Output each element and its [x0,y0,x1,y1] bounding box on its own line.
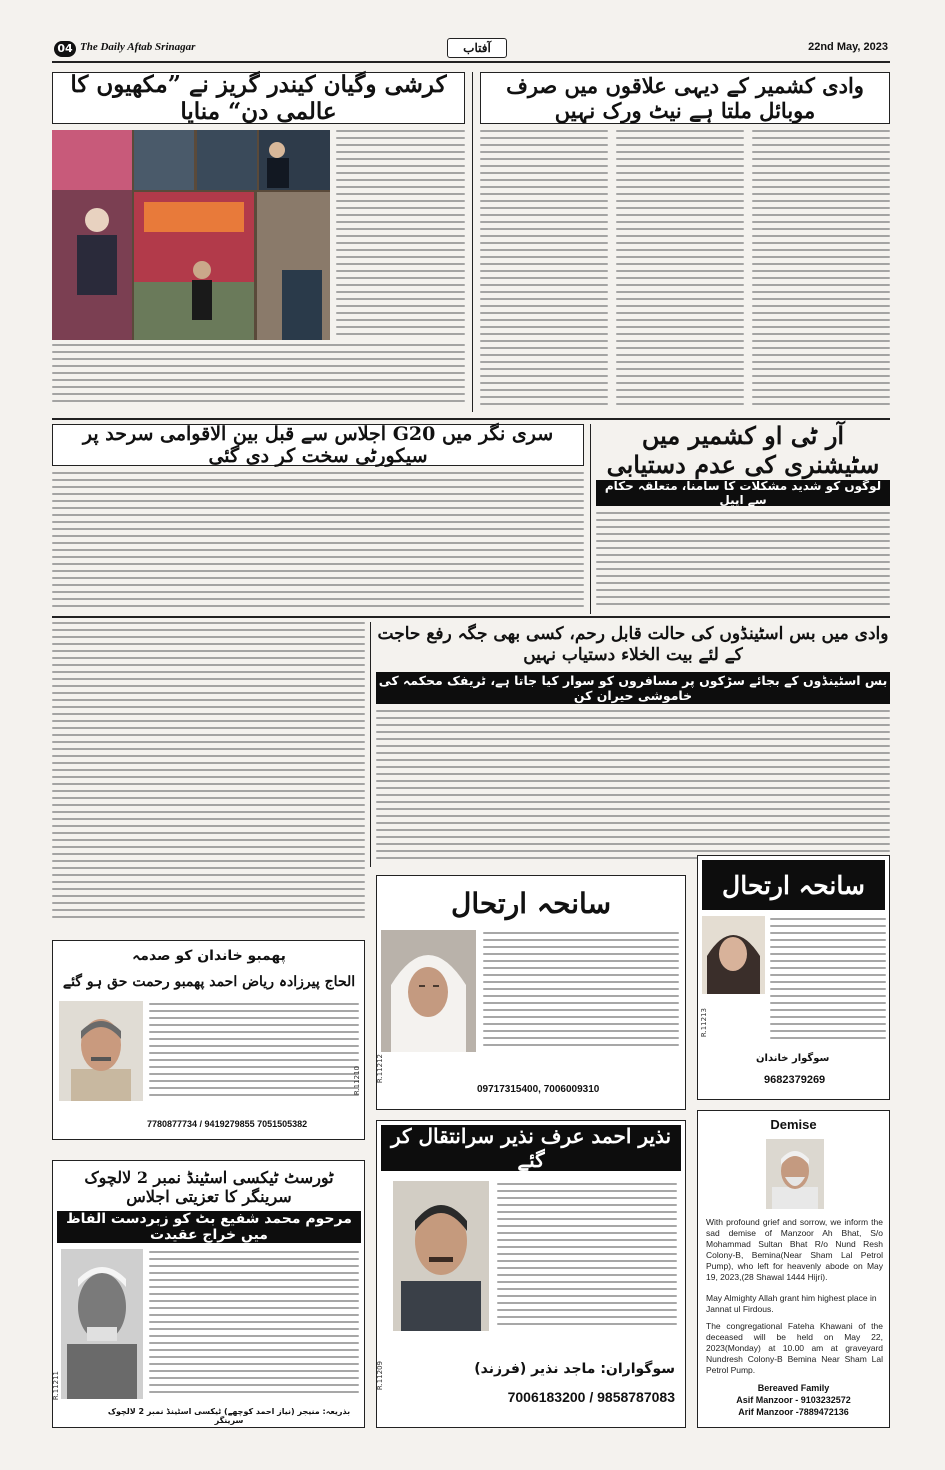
obituary-text [483,932,679,1052]
stationery-subhead: لوگوں کو شدید مشکلات کا سامنا، متعلقہ حکام سے اپیل [596,480,890,506]
obituary-text [770,918,886,1048]
column-divider [590,424,591,614]
obituary-sanha-1 [376,875,686,1110]
krishi-body-text-2 [52,344,465,408]
column-divider [472,72,473,412]
bus-stands-body-text [376,710,890,866]
deceased-photo [393,1181,489,1331]
registration-tag: R.11212 [376,1054,384,1084]
obituary-mourners: سوگواران: ماجد نذیر (فرزند) [474,1361,675,1377]
paper-name: The Daily Aftab Srinagar [80,41,196,53]
demise-notice [697,1110,890,1428]
registration-tag: R.11211 [52,1371,60,1401]
demise-body: With profound grief and sorrow, we inform the sad demise of Manzoor Ah Bhat, S/o Mohammad Sultan Bhat R/o Nund Resh Colony-B, Bemina(Near Sham Lal Petrol Pump), who left for heavenly abode on May 19, 2023,(28 Shawal 1444 Hijri). [706,1217,883,1282]
wadi-net-col-2 [616,130,744,412]
masthead [52,38,890,62]
deceased-photo [59,1001,143,1101]
deceased-photo [702,916,765,994]
demise-fateha: The congregational Fateha Khawani of the deceased will be held on May 22, 2023(Monday) at 10.00 am at graveyard Nundresh Colony-B Bemina Near Sham Lal Petrol Pump. [706,1321,883,1375]
obituary-heading: ٹورسٹ ٹیکسی اسٹینڈ نمبر 2 لالچوک سرینگر کا تعزیتی اجلاس [84,1168,334,1206]
demise-bereaved-label: Bereaved Family [757,1383,830,1393]
obituary-heading: پھمبو خاندان کو صدمہ [132,948,286,964]
obituary-sanha-2 [697,855,890,1100]
obituary-phones: 7006183200 / 9858787083 [507,1389,675,1405]
registration-tag: R.11213 [700,1008,708,1038]
demise-contact-2: Arif Manzoor -7889472136 [738,1407,849,1417]
obituary-heading: سانحہ ارتحال [702,860,885,910]
g20-headline: سری نگر میں G20 اجلاس سے قبل بین الاقوامی سرحد پر سیکورٹی سخت کر دی گئی [52,424,584,466]
obituary-mourners: سوگوار خاندان [756,1053,830,1064]
obituary-text [497,1183,677,1333]
obituary-pamposh [52,940,365,1140]
masthead-logo: آفتاب [447,38,507,58]
obituary-nazir [376,1120,686,1428]
demise-contact-1: Asif Manzoor - 9103232572 [736,1395,851,1405]
obituary-heading: نذیر احمد عرف نذیر سرانتقال کر گئے [381,1125,681,1171]
obituary-heading: سانحہ ارتحال [450,886,612,920]
obituary-text [149,1251,359,1401]
column-divider [370,622,371,867]
obituary-phones: 09717315400, 7006009310 [477,1084,600,1095]
krishi-headline: کرشی وگیان کیندر گریز نے ”مکھیوں کا عالمی دن“ منایا [52,72,465,124]
obituary-text [149,1003,359,1099]
registration-tag: R.11209 [376,1361,384,1391]
krishi-photo-collage [52,130,330,340]
wadi-net-col-3 [752,130,890,412]
wadi-net-headline: وادی کشمیر کے دیہی علاقوں میں صرف موبائل ملتا ہے نیٹ ورک نہیں [480,72,890,124]
opinion-column-text [52,622,365,928]
obituary-tourist-stand [52,1160,365,1428]
section-rule [52,616,890,618]
registration-tag: R.11210 [353,1066,361,1096]
deceased-photo [61,1249,143,1399]
g20-body-text [52,472,584,612]
obituary-subheading: الحاج پیرزادہ ریاض احمد پھمبو رحمت حق ہو گئے [62,974,356,990]
stationery-body-text [596,512,890,612]
deceased-photo [766,1139,824,1209]
obituary-subheading: مرحوم محمد شفیع بٹ کو زبردست الفاظ میں خراج عقیدت [57,1211,361,1243]
page-number-badge: 04 [54,41,76,57]
issue-date: 22nd May, 2023 [808,41,888,53]
obituary-phone: 9682379269 [764,1074,826,1086]
krishi-photo [52,130,330,340]
demise-prayer: May Almighty Allah grant him highest place in Jannat ul Firdous. [706,1293,877,1314]
krishi-body-text [336,130,465,340]
obituary-footer: بذریعہ: منیجر (نیاز احمد کوچھے) ٹیکسی اسٹینڈ نمبر 2 لالچوک سرینگر [107,1407,351,1425]
obituary-phones: 7780877734 / 9419279855 7051505382 [147,1119,308,1129]
demise-title: Demise [770,1117,817,1132]
wadi-net-col-1 [480,130,608,412]
section-rule [52,418,890,420]
bus-stands-subhead: بس اسٹینڈوں کے بجائے سڑکوں پر مسافروں کو سوار کیا جاتا ہے، ٹریفک محکمہ کی خاموشی حیران کن [376,672,890,704]
deceased-photo [381,930,476,1052]
masthead-rule [52,61,890,63]
stationery-headline: آر ٹی او کشمیر میں سٹیشنری کی عدم دستیابی [606,421,880,479]
bus-stands-headline: وادی میں بس اسٹینڈوں کی حالت قابل رحم، کسی بھی جگہ رفع حاجت کے لئے بیت الخلاء دستیاب نہیں [377,624,889,665]
